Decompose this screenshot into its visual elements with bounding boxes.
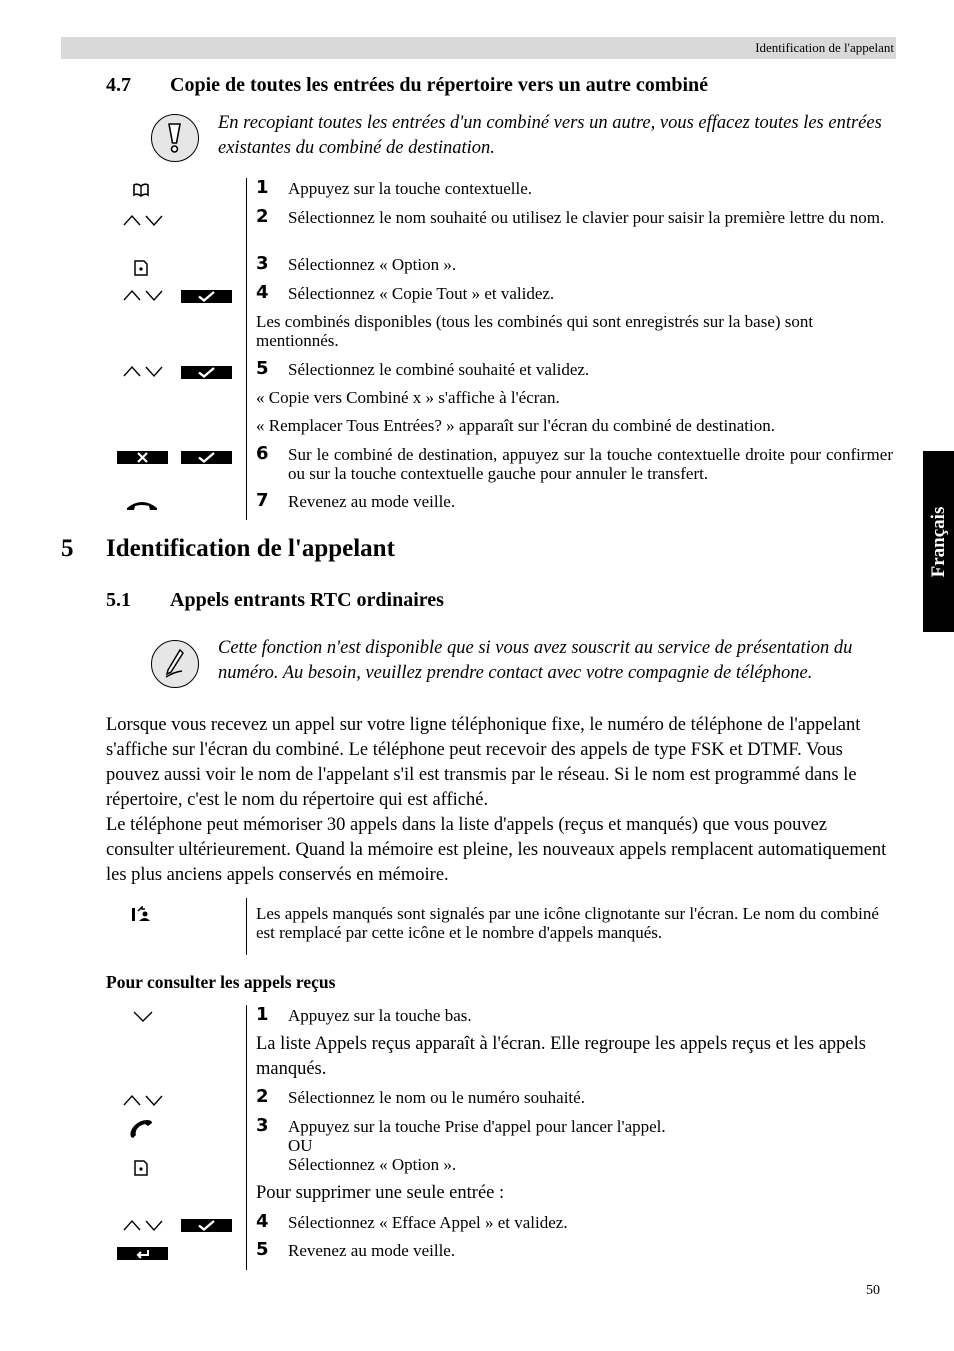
step-text: Sélectionnez « Efface Appel » et validez. [288,1213,568,1232]
up-down-arrows-icon [122,1092,164,1108]
warning-icon [151,114,199,162]
note-divider [246,898,247,955]
list-note: La liste Appels reçus apparaît à l'écran. Elle regroupe les appels reçus et les appels manqués. [256,1034,866,1079]
call-icon [128,1118,154,1140]
up-down-arrows-icon [122,1217,164,1233]
step-number: 5 [256,1239,269,1260]
step-text: Appuyez sur la touche Prise d'appel pour lancer l'appel. [288,1117,666,1136]
step-divider [246,1005,247,1270]
step-number: 4 [256,282,269,303]
confirm-key-icon [181,451,232,464]
up-down-arrows-icon [122,212,164,228]
missed-call-icon [131,906,151,923]
confirm-key-icon [181,290,232,303]
back-key-icon [117,1247,168,1260]
note-replace-message: « Remplacer Tous Entrées? » apparaît sur l'écran du combiné de destination. [256,416,775,435]
delete-single-note: Pour supprimer une seule entrée : [256,1183,505,1203]
down-arrow-icon [132,1008,154,1024]
section-title: Copie de toutes les entrées du répertoire vers un autre combiné [170,74,709,96]
step-text: Sélectionnez le combiné souhaité et validez. [288,360,590,379]
info-text: Cette fonction n'est disponible que si vous avez souscrit au service de présentation du numéro. Au besoin, veuillez prendre contact avec votre compagnie de téléphone. [218,638,853,683]
step-text: Revenez au mode veille. [288,1241,456,1260]
intro-paragraph: Lorsque vous recevez un appel sur votre ligne téléphonique fixe, le numéro de téléphone de l'appelant s'affiche sur l'écran du combiné. Le téléphone peut recevoir des appels de type FSK et DTMF. Vous pouvez aussi voir le nom de l'appelant s'il est transmis par le réseau. Si le nom est programmé dans le répertoire, c'est le nom du répertoire qui est affiché. [106,715,861,810]
step-text: Appuyez sur la touche contextuelle. [288,179,533,198]
page-number: 50 [866,1283,880,1298]
phonebook-icon [132,182,150,198]
step-number: 3 [256,253,269,274]
memory-paragraph: Le téléphone peut mémoriser 30 appels dans la liste d'appels (reçus et manqués) que vous pouvez consulter ultérieurement. Quand la mémoire est pleine, les nouveaux appels remplacent automatiquement les plus anciens appels conservés en mémoire. [106,815,887,885]
cancel-key-icon [117,451,168,464]
step-text: Appuyez sur la touche bas. [288,1006,472,1025]
step-text: Sélectionnez « Copie Tout » et validez. [288,284,555,303]
step-text: Sur le combiné de destination, appuyez sur la touche contextuelle droite pour confirmer ou sur la touche contextuelle gauche pour annuler le transfert. [288,445,893,483]
step-number: 2 [256,206,269,227]
step-number: 5 [256,358,269,379]
missed-calls-note: Les appels manqués sont signalés par une icône clignotante sur l'écran. Le nom du combiné est remplacé par cette icône et le nombre d'appels manqués. [256,904,879,942]
language-tab-label: Français [927,506,949,577]
chapter-title: Identification de l'appelant [106,535,395,562]
step-text: Sélectionnez « Option ». [288,255,457,274]
section-title: Appels entrants RTC ordinaires [170,589,444,611]
step-text: Revenez au mode veille. [288,492,456,511]
option-icon [133,1159,149,1177]
step-divider [246,178,247,520]
up-down-arrows-icon [122,363,164,379]
or-text: OU [288,1136,313,1155]
step-number: 7 [256,490,269,511]
step-text: Sélectionnez le nom ou le numéro souhaité. [288,1088,585,1107]
language-tab [923,451,954,632]
step-number: 3 [256,1115,269,1136]
confirm-key-icon [181,1219,232,1232]
end-call-icon [124,497,160,513]
note-copy-message: « Copie vers Combiné x » s'affiche à l'écran. [256,388,560,407]
step-number: 1 [256,177,269,198]
step-number: 6 [256,443,269,464]
warning-text: En recopiant toutes les entrées d'un combiné vers un autre, vous effacez toutes les entrées existantes du combiné de destination. [218,113,882,158]
section-number: 5.1 [106,589,131,611]
running-title: Identification de l'appelant [755,40,894,55]
running-header [61,37,896,59]
confirm-key-icon [181,366,232,379]
option-text: Sélectionnez « Option ». [288,1155,457,1174]
step-number: 4 [256,1211,269,1232]
subheading: Pour consulter les appels reçus [106,972,336,992]
info-icon [151,640,199,688]
step-text: Sélectionnez le nom souhaité ou utilisez le clavier pour saisir la première lettre du nom. [288,208,885,227]
option-icon [133,259,149,277]
note-available-handsets: Les combinés disponibles (tous les combinés qui sont enregistrés sur la base) sont mentionnés. [256,312,814,350]
chapter-number: 5 [61,535,74,562]
step-number: 1 [256,1004,269,1025]
section-number: 4.7 [106,74,131,96]
up-down-arrows-icon [122,287,164,303]
step-number: 2 [256,1086,269,1107]
